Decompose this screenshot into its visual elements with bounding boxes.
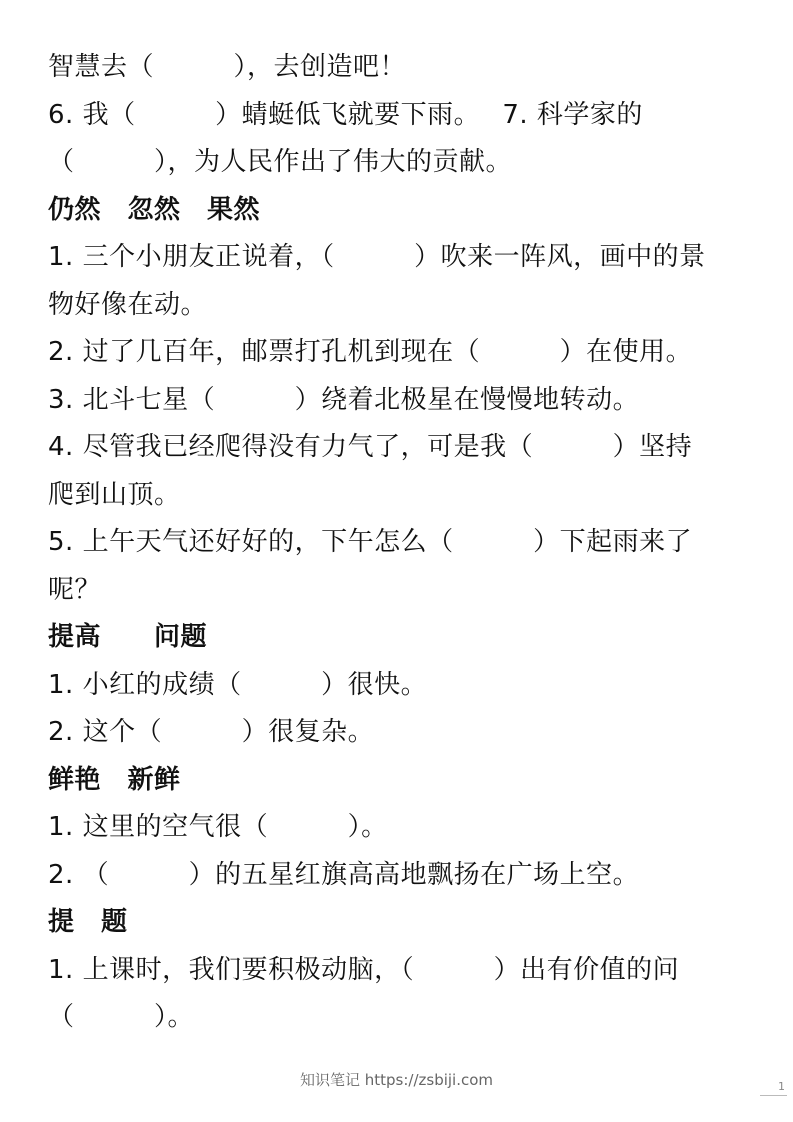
text-line: 3. 北斗七星（ ）绕着北极星在慢慢地转动。 <box>48 384 640 415</box>
text-line: 智慧去（ ），去创造吧！ <box>48 52 407 82</box>
text-line: 2. 过了几百年，邮票打孔机到现在（ ）在使用。 <box>48 337 693 367</box>
text-line: 2. （ ）的五星红旗高高地飘扬在广场上空。 <box>48 859 640 890</box>
text-line: 爬到山顶。 <box>48 479 181 510</box>
footer-watermark: 知识笔记 https://zsbiji.com <box>299 1071 494 1089</box>
text-line: 2. 这个（ ）很复杂。 <box>48 717 375 747</box>
text-line: 4. 尽管我已经爬得没有力气了，可是我（ ）坚持 <box>48 432 693 462</box>
text-line: 1. 这里的空气很（ ）。 <box>48 812 388 842</box>
text-line: 1. 三个小朋友正说着，（ ）吹来一阵风，画中的景 <box>48 242 706 272</box>
section-heading: 鲜艳 新鲜 <box>48 764 181 795</box>
text-line: 5. 上午天气还好好的，下午怎么（ ）下起雨来了 <box>48 527 693 557</box>
section-heading: 提 题 <box>48 907 128 937</box>
text-line: （ ），为人民作出了伟大的贡献。 <box>48 147 513 177</box>
text-line: 呢？ <box>48 574 102 605</box>
text-line: 1. 小红的成绩（ ）很快。 <box>48 669 428 700</box>
text-line: 物好像在动。 <box>48 289 208 320</box>
text-line: （ ）。 <box>48 1002 195 1032</box>
document-body <box>48 44 753 1042</box>
text-line: 1. 上课时，我们要积极动脑，（ ）出有价值的问 <box>48 954 680 985</box>
page-number: 1 <box>760 1080 787 1096</box>
text-line: 6. 我（ ）蜻蜓低飞就要下雨。 7. 科学家的 <box>48 99 643 130</box>
section-heading: 仍然 忽然 果然 <box>48 194 261 225</box>
section-heading: 提高 问题 <box>48 622 208 652</box>
